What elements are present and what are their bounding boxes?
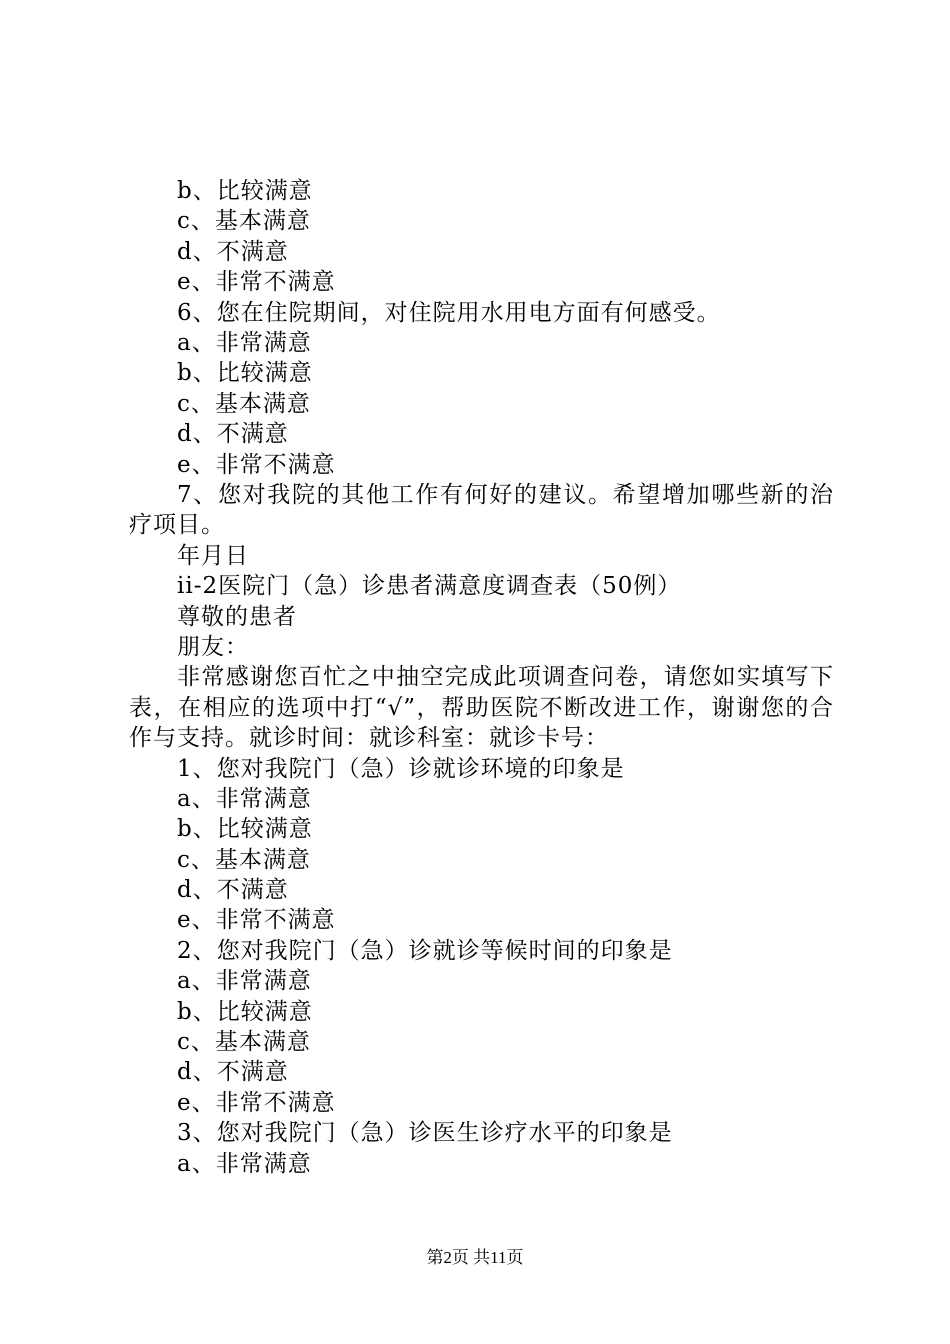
question-line: 3、您对我院门（急）诊医生诊疗水平的印象是 bbox=[177, 1120, 673, 1147]
option-line: a、非常满意 bbox=[177, 785, 312, 812]
question-line: 6、您在住院期间，对住院用水用电方面有何感受。 bbox=[177, 299, 721, 326]
option-line: e、非常不满意 bbox=[177, 1089, 336, 1116]
option-line: a、非常满意 bbox=[177, 1150, 312, 1177]
question-line: 2、您对我院门（急）诊就诊等候时间的印象是 bbox=[177, 937, 673, 964]
option-line: a、非常满意 bbox=[177, 329, 312, 356]
option-line: e、非常不满意 bbox=[177, 269, 336, 296]
option-line: d、不满意 bbox=[177, 1059, 289, 1086]
date-line: 年月日 bbox=[177, 542, 249, 569]
option-line: d、不满意 bbox=[177, 421, 289, 448]
option-line: d、不满意 bbox=[177, 877, 289, 904]
option-line: b、比较满意 bbox=[177, 178, 313, 204]
survey-title: ii-2医院门（急）诊患者满意度调查表（50例） bbox=[177, 573, 682, 600]
option-line: d、不满意 bbox=[177, 238, 289, 265]
option-line: c、基本满意 bbox=[177, 208, 311, 235]
page-footer: 第2页 共11页 bbox=[426, 1248, 524, 1267]
option-line: a、非常满意 bbox=[177, 968, 312, 995]
option-line: e、非常不满意 bbox=[177, 907, 336, 934]
salutation-line: 朋友： bbox=[177, 633, 249, 660]
option-line: b、比较满意 bbox=[177, 998, 313, 1025]
question-line: 1、您对我院门（急）诊就诊环境的印象是 bbox=[177, 755, 625, 782]
intro-paragraph: 非常感谢您百忙之中抽空完成此项调查问卷，请您如实填写下表，在相应的选项中打“√”，帮助医院不断改进工作，谢谢您的合作与支持。就诊时间：就诊科室：就诊卡号： bbox=[129, 664, 834, 752]
option-line: c、基本满意 bbox=[177, 846, 311, 873]
option-line: b、比较满意 bbox=[177, 816, 313, 843]
salutation-line: 尊敬的患者 bbox=[177, 603, 297, 630]
option-line: e、非常不满意 bbox=[177, 451, 336, 478]
question-7-paragraph: 7、您对我院的其他工作有何好的建议。希望增加哪些新的治疗项目。 bbox=[129, 481, 834, 539]
option-line: c、基本满意 bbox=[177, 390, 311, 417]
option-line: c、基本满意 bbox=[177, 1029, 311, 1056]
option-line: b、比较满意 bbox=[177, 360, 313, 387]
document-body bbox=[129, 176, 834, 1179]
